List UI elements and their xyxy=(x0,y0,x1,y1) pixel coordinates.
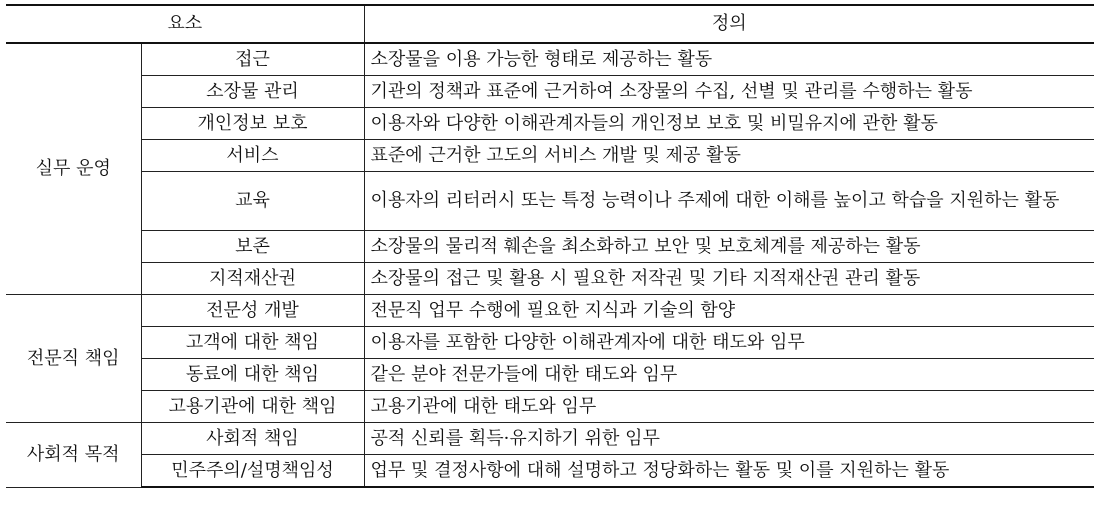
table-row xyxy=(6,455,1094,488)
definition-cell: 표준에 근거한 고도의 서비스 개발 및 제공 활동 xyxy=(364,140,1094,172)
definition-cell: 같은 분야 전문가들에 대한 태도와 임무 xyxy=(364,359,1094,391)
element-cell: 개인정보 보호 xyxy=(141,108,364,140)
definitions-table xyxy=(6,4,1094,488)
element-cell: 교육 xyxy=(141,172,364,231)
table-row xyxy=(6,108,1094,140)
definition-cell: 기관의 정책과 표준에 근거하여 소장물의 수집, 선별 및 관리를 수행하는 활동 xyxy=(364,76,1094,108)
header-element: 요소 xyxy=(6,5,364,43)
definition-cell: 이용자를 포함한 다양한 이해관계자에 대한 태도와 임무 xyxy=(364,327,1094,359)
element-cell: 사회적 책임 xyxy=(141,423,364,455)
element-cell: 민주주의/설명책임성 xyxy=(141,455,364,488)
category-cell: 전문직 책임 xyxy=(6,295,141,423)
definition-cell: 전문직 업무 수행에 필요한 지식과 기술의 함양 xyxy=(364,295,1094,327)
definition-cell: 소장물을 이용 가능한 형태로 제공하는 활동 xyxy=(364,43,1094,76)
element-cell: 보존 xyxy=(141,231,364,263)
element-cell: 서비스 xyxy=(141,140,364,172)
table-row xyxy=(6,359,1094,391)
category-cell: 실무 운영 xyxy=(6,43,141,295)
definition-cell: 업무 및 결정사항에 대해 설명하고 정당화하는 활동 및 이를 지원하는 활동 xyxy=(364,455,1094,488)
element-cell: 고용기관에 대한 책임 xyxy=(141,391,364,423)
table-row xyxy=(6,231,1094,263)
table-row xyxy=(6,391,1094,423)
table-row xyxy=(6,327,1094,359)
element-cell: 지적재산권 xyxy=(141,263,364,295)
table-row xyxy=(6,172,1094,231)
definition-cell: 이용자의 리터러시 또는 특정 능력이나 주제에 대한 이해를 높이고 학습을 지원하는 활동 xyxy=(364,172,1094,231)
element-cell: 접근 xyxy=(141,43,364,76)
element-cell: 소장물 관리 xyxy=(141,76,364,108)
table-row xyxy=(6,295,1094,327)
definition-cell: 소장물의 물리적 훼손을 최소화하고 보안 및 보호체계를 제공하는 활동 xyxy=(364,231,1094,263)
table-row xyxy=(6,263,1094,295)
definition-cell: 이용자와 다양한 이해관계자들의 개인정보 보호 및 비밀유지에 관한 활동 xyxy=(364,108,1094,140)
definition-cell: 고용기관에 대한 태도와 임무 xyxy=(364,391,1094,423)
element-cell: 고객에 대한 책임 xyxy=(141,327,364,359)
definition-cell: 공적 신뢰를 획득·유지하기 위한 임무 xyxy=(364,423,1094,455)
table-row xyxy=(6,43,1094,76)
element-cell: 동료에 대한 책임 xyxy=(141,359,364,391)
element-cell: 전문성 개발 xyxy=(141,295,364,327)
header-definition: 정의 xyxy=(364,5,1094,43)
header-row xyxy=(6,5,1094,43)
table-row xyxy=(6,76,1094,108)
definition-cell: 소장물의 접근 및 활용 시 필요한 저작권 및 기타 지적재산권 관리 활동 xyxy=(364,263,1094,295)
table-row xyxy=(6,423,1094,455)
table-row xyxy=(6,140,1094,172)
category-cell: 사회적 목적 xyxy=(6,423,141,488)
